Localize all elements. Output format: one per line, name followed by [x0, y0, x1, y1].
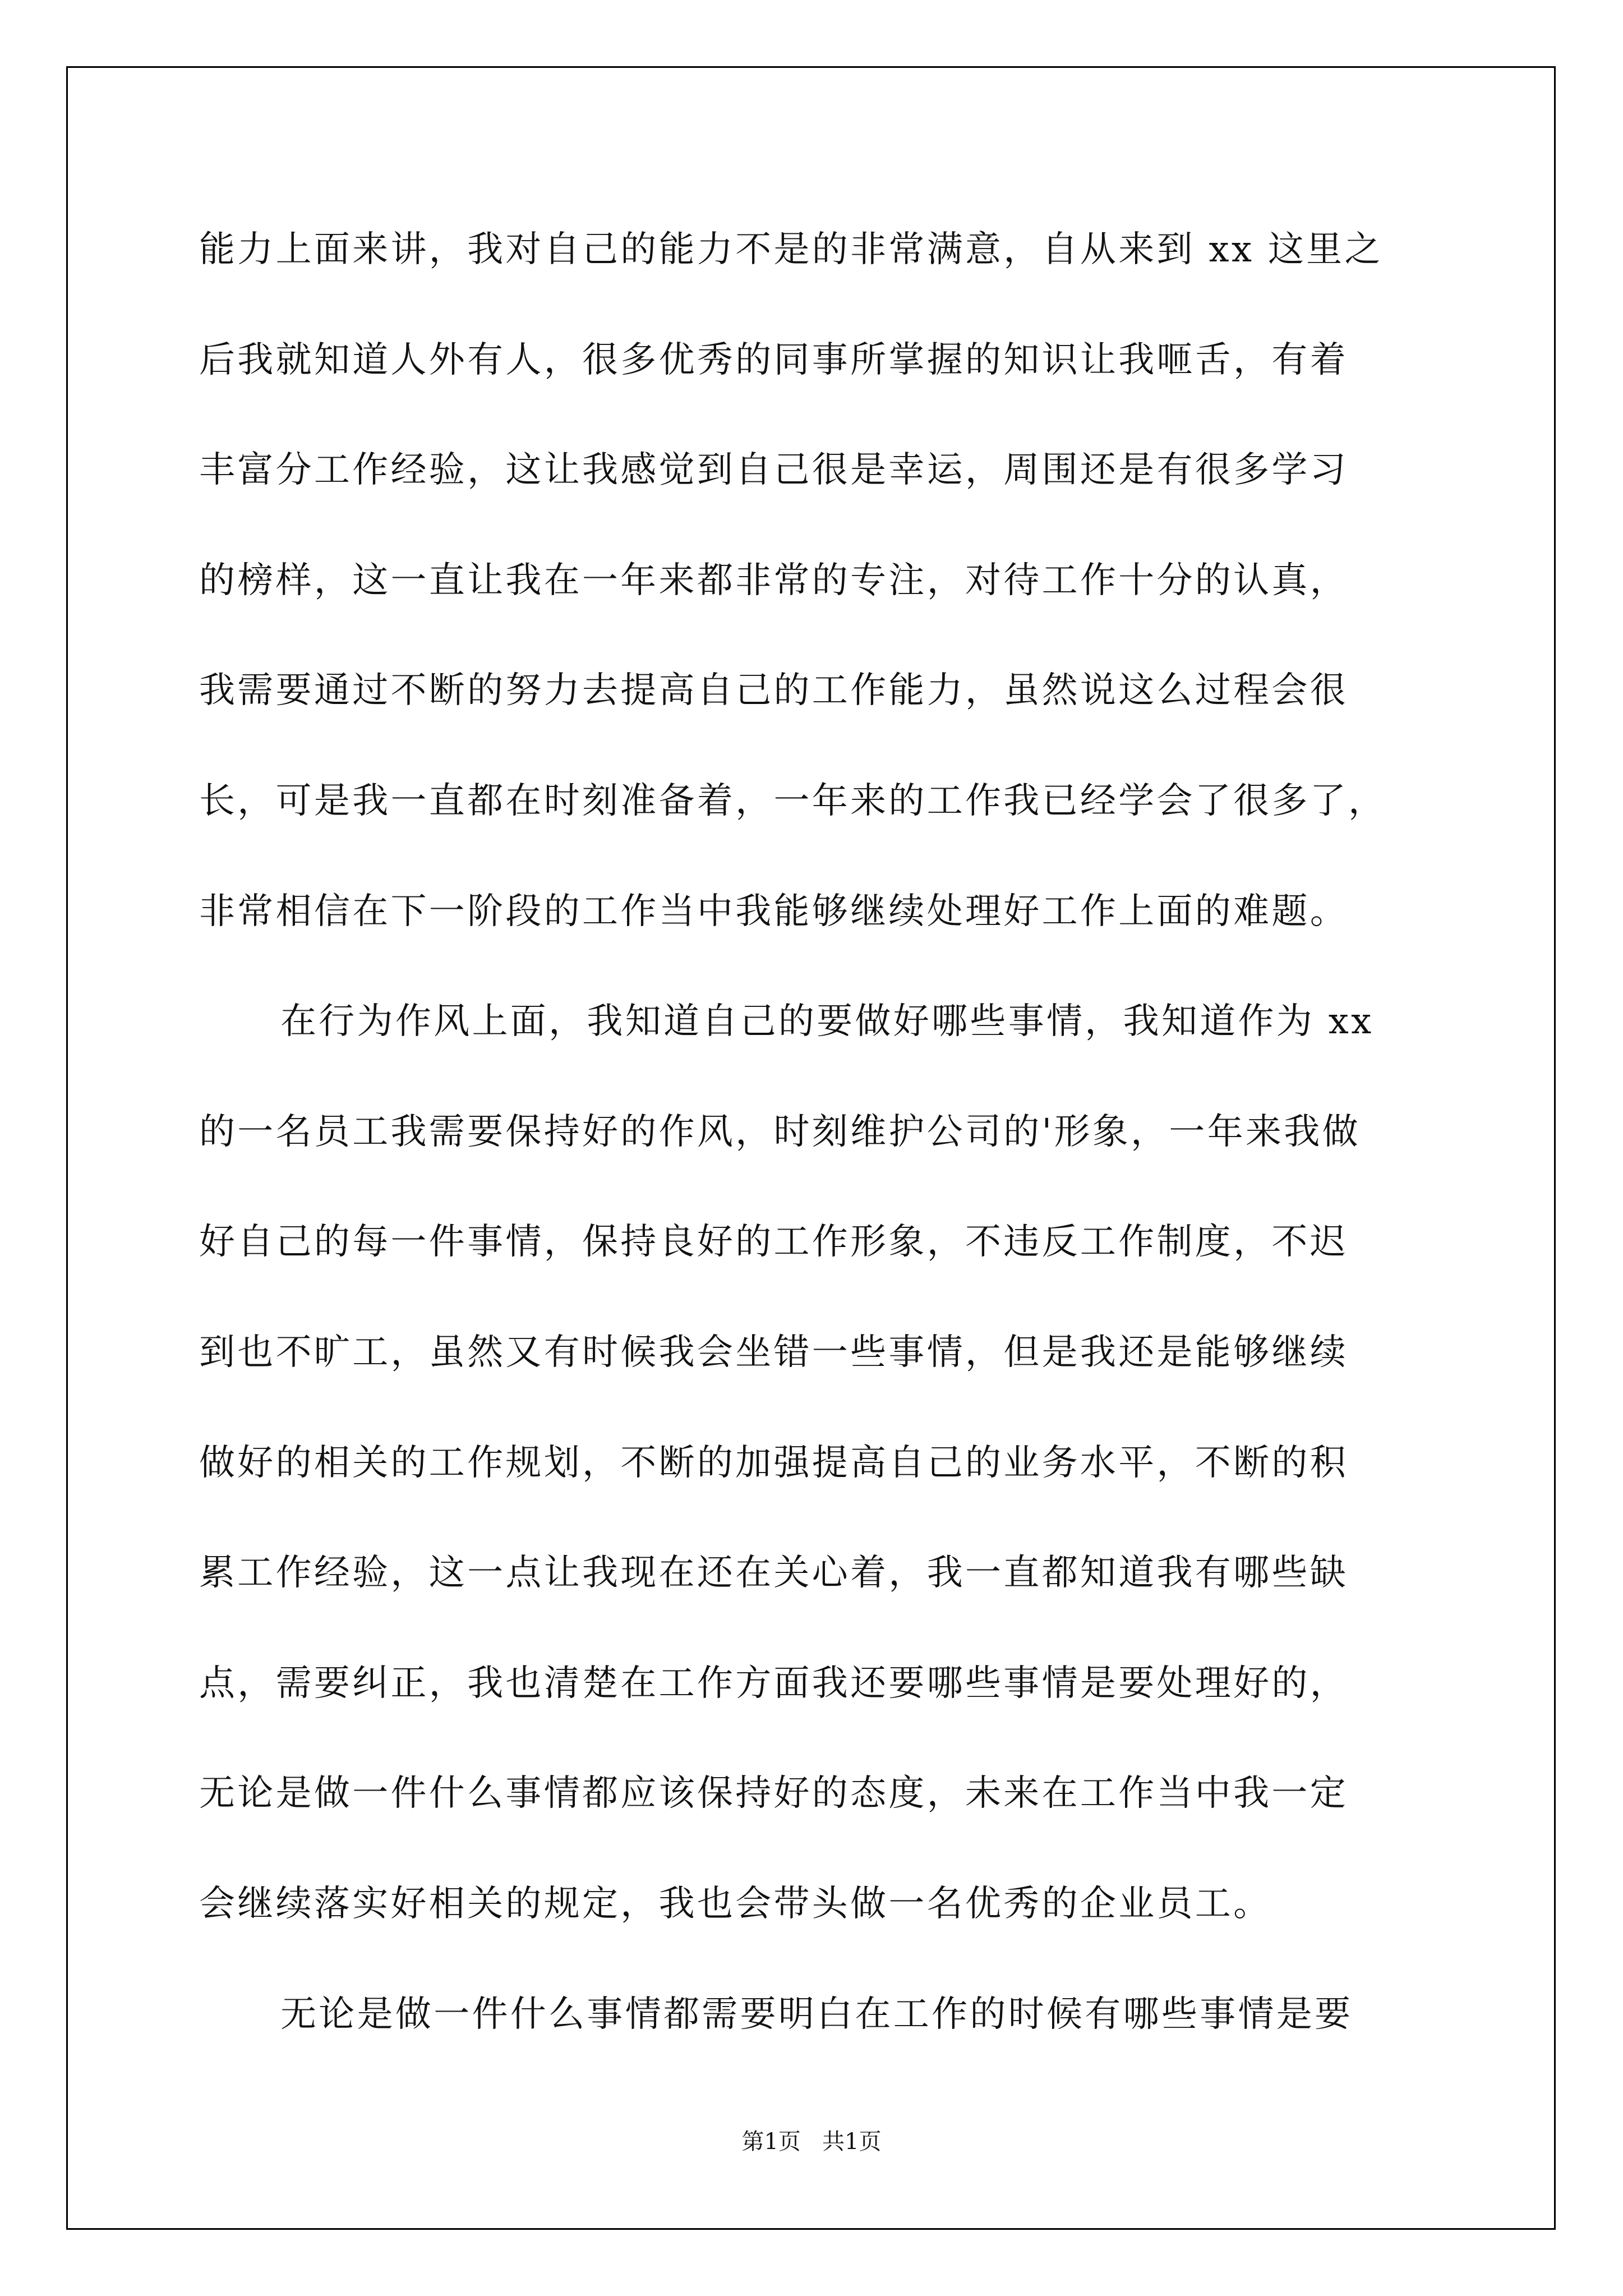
- page-footer: 第1页 共1页: [741, 2129, 882, 2155]
- body-line-13: 累工作经验，这一点让我现在还在关心着，我一直都知道我有哪些缺: [199, 1552, 1348, 1594]
- body-line-9: 的一名员工我需要保持好的作风，时刻维护公司的'形象，一年来我做: [199, 1111, 1361, 1153]
- body-line-4: 的榜样，这一直让我在一年来都非常的专注，对待工作十分的认真，: [199, 560, 1348, 601]
- body-line-1: 能力上面来讲，我对自己的能力不是的非常满意，自从来到 xx 这里之: [199, 229, 1383, 270]
- body-line-3: 丰富分工作经验，这让我感觉到自己很是幸运，周围还是有很多学习: [199, 449, 1348, 491]
- body-line-7: 非常相信在下一阶段的工作当中我能够继续处理好工作上面的难题。: [199, 891, 1348, 932]
- body-line-14: 点，需要纠正，我也清楚在工作方面我还要哪些事情是要处理好的，: [199, 1663, 1348, 1704]
- body-line-5: 我需要通过不断的努力去提高自己的工作能力，虽然说这么过程会很: [199, 670, 1348, 711]
- body-line-6: 长，可是我一直都在时刻准备着，一年来的工作我已经学会了很多了，: [199, 780, 1387, 822]
- paragraph-3-first-line: 无论是做一件什么事情都需要明白在工作的时候有哪些事情是要: [280, 1994, 1353, 2035]
- body-line-2: 后我就知道人外有人，很多优秀的同事所掌握的知识让我咂舌，有着: [199, 339, 1348, 381]
- body-line-10: 好自己的每一件事情，保持良好的工作形象，不违反工作制度，不迟: [199, 1221, 1348, 1263]
- body-line-15: 无论是做一件什么事情都应该保持好的态度，未来在工作当中我一定: [199, 1773, 1348, 1814]
- body-line-12: 做好的相关的工作规划，不断的加强提高自己的业务水平，不断的积: [199, 1442, 1348, 1484]
- paragraph-2-first-line: 在行为作风上面，我知道自己的要做好哪些事情，我知道作为 xx: [280, 1001, 1374, 1042]
- body-line-16: 会继续落实好相关的规定，我也会带头做一名优秀的企业员工。: [199, 1883, 1272, 1925]
- body-line-11: 到也不旷工，虽然又有时候我会坐错一些事情，但是我还是能够继续: [199, 1332, 1348, 1373]
